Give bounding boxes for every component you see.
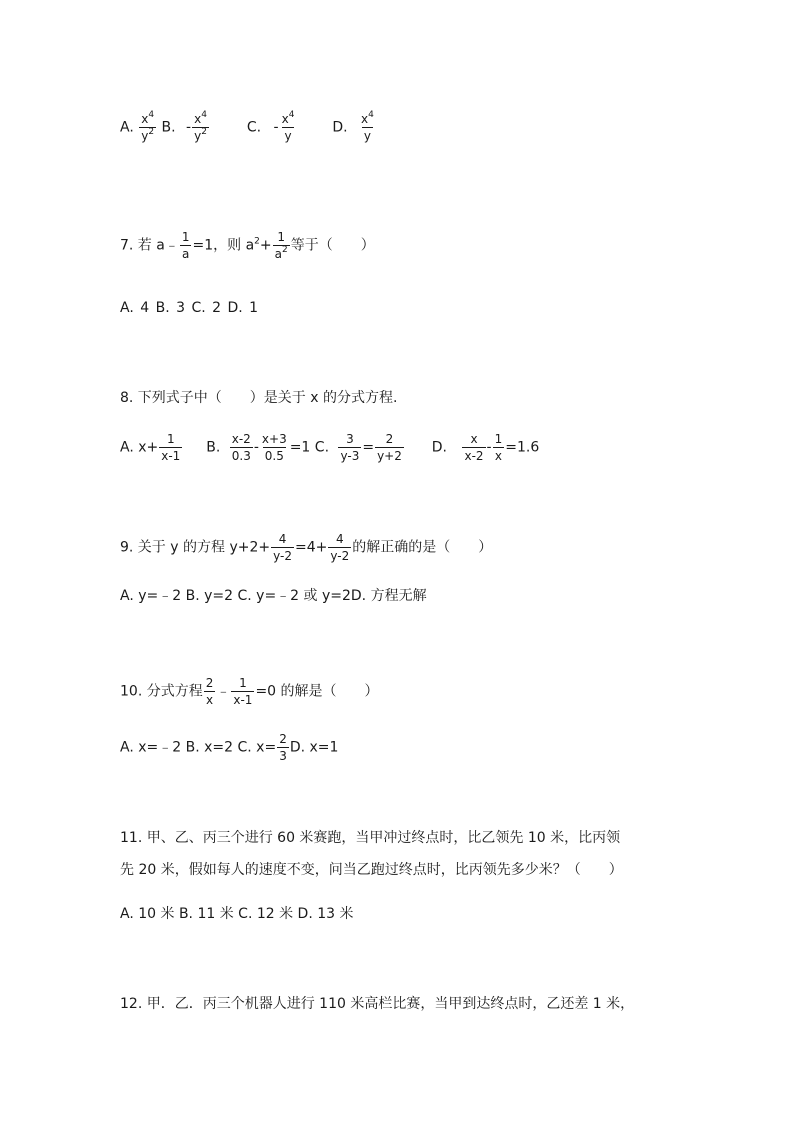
q6-option-b-label: B. [161,119,176,136]
q6-option-d-label: D. [332,119,348,136]
q12-stem: 12. 甲．乙．丙三个机器人进行 110 米高栏比赛，当甲到达终点时，乙还差 1 米， [120,996,635,1012]
q8-option-a-fraction: $\frac{1}{x-1}$ [161,432,181,463]
q11-options: A. 10 米 B. 11 米 C. 12 米 D. 13 米 [120,906,354,922]
q10-fraction-1: $\frac{2}{x}$ [205,676,214,707]
q8-option-b-fraction-1: $\frac{x-2}{0.3}$ [231,432,251,463]
q6-option-d-fraction: $\frac{x^4}{y}$ [361,110,374,143]
q10-fraction-2: $\frac{1}{x-1}$ [233,676,253,707]
q6-option-c-fraction: $\frac{x^4}{y}$ [281,110,295,143]
q11-line-2: 先 20 米，假如每人的速度不变，问当乙跑过终点时，比丙领先多少米？（ ） [120,862,623,878]
q9-fraction-2: $\frac{4}{y-2}$ [330,532,350,563]
q8-stem: 8. 下列式子中（ ）是关于 x 的分式方程. [120,390,398,406]
q6-option-c-label: C. [246,119,262,136]
q8-option-b-fraction-2: $\frac{x+3}{0.5}$ [261,432,287,463]
q9-fraction-1: $\frac{4}{y-2}$ [273,532,292,563]
q9-options: A. y=﹣2 B. y=2 C. y=﹣2 或 y=2D. 方程无解 [120,588,427,604]
q8-option-d-fraction-1: $\frac{x}{x-2}$ [464,432,484,463]
q6-option-b-fraction: $\frac{x^4}{y^2}$ [194,110,207,143]
q10-option-c-fraction: $\frac{2}{3}$ [279,732,287,763]
q8-option-c-fraction-1: $\frac{3}{y-3}$ [340,432,360,463]
q11-stem [120,822,680,886]
q9-stem: 9. 关于 y 的方程 y+2+ $\frac{4}{y-2}$ =4+ $\frac{4}{y-2}$ 的解正确的是（ ） [120,532,493,563]
q6-option-a-fraction: $\frac{x^4}{y^2}$ [141,110,155,143]
q7-fraction-1-over-a-squared: $\frac{1}{a^2}$ [274,230,288,261]
q11-line-1: 11. 甲、乙、丙三个进行 60 米赛跑，当甲冲过终点时，比乙领先 10 米，比丙领 [120,830,621,846]
q10-stem: 10. 分式方程 $\frac{2}{x}$ ﹣ $\frac{1}{x-1}$ =0 的解是（ ） [120,676,379,707]
q10-options: A. x=﹣2 B. x=2 C. x= $\frac{2}{3}$ D. x=1 [120,732,339,763]
q8-option-c-fraction-2: $\frac{2}{y+2}$ [377,432,402,463]
q7-fraction-1-over-a: $\frac{1}{a}$ [181,230,190,261]
q6-options: A. $\frac{x^4}{y^2}$ B. - $\frac{x^4}{y^2}$ C. - $\frac{x^4}{y}$ D. $\frac{x^4}{y}$ [120,110,374,143]
q7-options: A. 4 B. 3 C. 2 D. 1 [120,300,259,316]
q8-option-d-fraction-2: $\frac{1}{x}$ [494,432,503,463]
q7-stem: 7. 若 a﹣ $\frac{1}{a}$ =1，则 $a^2+$ $\frac{1}{a^2}$ 等于（ ） [120,230,375,261]
q6-option-a-label: A. [120,119,134,136]
q8-options: A. x+ $\frac{1}{x-1}$ B. $\frac{x-2}{0.3}$ - $\frac{x+3}{0.5}$ =1 C. $\frac{3}{y-3}$ = $\frac{2}{y+2}$ D. $\frac{x}{x-2}$ - $\frac{1}{x}$ =1.6 [120,432,540,463]
